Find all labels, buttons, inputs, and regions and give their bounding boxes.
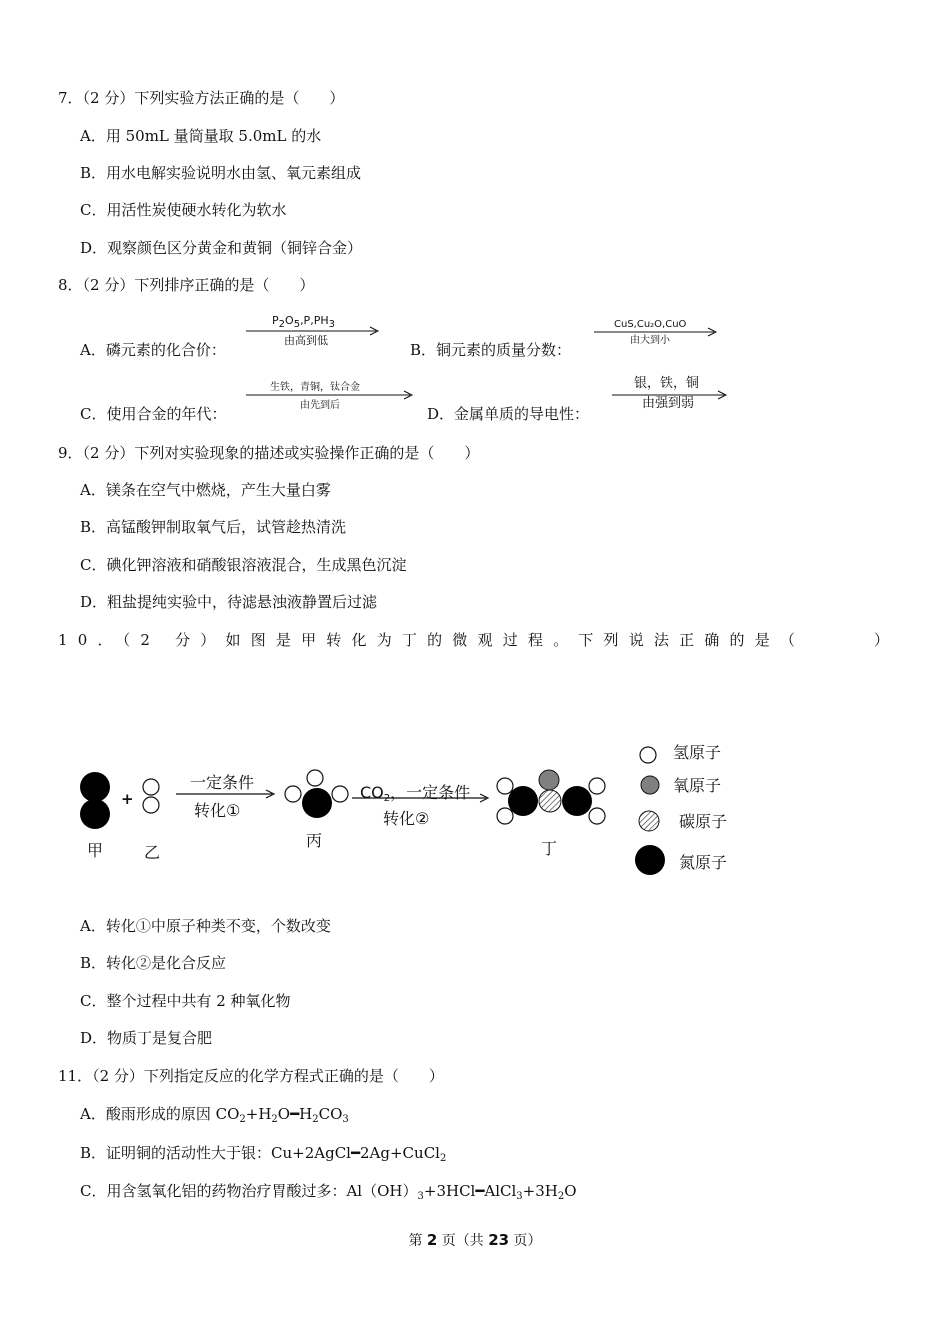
q8-c-arrow-bottom: 由先到后 <box>300 400 340 411</box>
page-number: 2 <box>426 1231 438 1249</box>
q10-option-a: A．转化①中原子种类不变，个数改变 <box>80 917 331 935</box>
molecule-bing-icon <box>285 770 348 818</box>
q10-stem-end: ） <box>874 631 890 649</box>
step1-condition: 一定条件 <box>190 773 255 792</box>
page-footer: 第 2 页（共 23 页） <box>408 1231 542 1249</box>
q10-reaction-diagram <box>70 730 770 890</box>
label-bing: 丙 <box>306 831 323 850</box>
q10-option-d: D．物质丁是复合肥 <box>80 1029 213 1047</box>
q8-option-a-label: A．磷元素的化合价： <box>80 341 226 359</box>
legend-oxygen-icon <box>641 776 659 794</box>
q7-stem: 7．（2 分）下列实验方法正确的是（ ） <box>58 89 345 107</box>
q7-option-d: D．观察颜色区分黄金和黄铜（铜锌合金） <box>80 239 363 257</box>
legend-nitrogen-icon <box>635 845 665 875</box>
q8-b-arrow-bottom: 由大到小 <box>630 335 670 346</box>
step2-condition: $CO_2$，一定条件 <box>360 783 471 804</box>
plus-sign: + <box>121 790 134 808</box>
label-ding: 丁 <box>541 839 558 858</box>
legend-oxygen-label: 氧原子 <box>673 776 722 795</box>
q9-option-b: B．高锰酸钾制取氧气后，试管趁热清洗 <box>80 518 347 536</box>
step2-label: 转化② <box>383 809 430 828</box>
q10-option-c: C．整个过程中共有 2 种氧化物 <box>80 992 291 1010</box>
legend-carbon-label: 碳原子 <box>679 812 728 831</box>
label-yi: 乙 <box>144 843 161 862</box>
legend-hydrogen-icon <box>640 747 656 763</box>
q7-option-b: B．用水电解实验说明水由氢、氧元素组成 <box>80 164 362 182</box>
q10-stem: 10．（2 分）如图是甲转化为丁的微观过程。下列说法正确的是（ <box>58 631 806 649</box>
q8-d-arrow-top: 银，铁，铜 <box>634 376 700 391</box>
q9-option-c: C．碘化钾溶液和硝酸银溶液混合，生成黑色沉淀 <box>80 556 407 574</box>
q8-stem: 8．（2 分）下列排序正确的是（ ） <box>58 276 315 294</box>
q10-option-b: B．转化②是化合反应 <box>80 954 227 972</box>
step1-label: 转化① <box>194 801 241 820</box>
q8-option-d-label: D．金属单质的导电性： <box>427 405 590 423</box>
q7-option-a: A．用 50mL 量筒量取 5.0mL 的水 <box>80 127 322 145</box>
q11-option-b: B．证明铜的活动性大于银：Cu+2AgCl━2Ag+CuCl$_2$ <box>80 1144 447 1164</box>
q7-option-c: C．用活性炭使硬水转化为软水 <box>80 201 287 219</box>
label-jia: 甲 <box>87 841 104 860</box>
legend-nitrogen-label: 氮原子 <box>679 853 728 872</box>
q9-option-a: A．镁条在空气中燃烧，产生大量白雾 <box>80 481 331 499</box>
molecule-yi-icon <box>143 779 159 813</box>
q8-c-arrow-top: 生铁，青铜，钛合金 <box>270 382 360 393</box>
q8-option-c-label: C．使用合金的年代： <box>80 405 227 423</box>
q8-a-arrow-bottom: 由高到低 <box>284 334 328 347</box>
q11-option-a: A．酸雨形成的原因 $CO_2+H_2O━H_2CO_3$ <box>80 1105 349 1125</box>
q9-stem: 9．（2 分）下列对实验现象的描述或实验操作正确的是（ ） <box>58 444 480 462</box>
legend-hydrogen-label: 氢原子 <box>673 743 722 762</box>
q8-d-arrow-bottom: 由强到弱 <box>642 396 695 411</box>
q8-option-b-label: B．铜元素的质量分数： <box>410 341 572 359</box>
q11-option-c: C．用含氢氧化铝的药物治疗胃酸过多：$Al(OH)_3+3HCl━AlCl_3+3H_2O$ <box>80 1182 577 1202</box>
q9-option-d: D．粗盐提纯实验中，待滤悬浊液静置后过滤 <box>80 593 378 611</box>
page-total: 23 <box>488 1231 510 1249</box>
q11-stem: 11．（2 分）下列指定反应的化学方程式正确的是（ ） <box>58 1067 444 1085</box>
molecule-ding-icon <box>497 770 605 824</box>
legend-carbon-icon <box>639 811 659 831</box>
molecule-jia-icon <box>80 772 110 829</box>
q8-b-arrow-top: CuS,Cu₂O,CuO <box>614 319 687 330</box>
q8-a-arrow-top: P2O5,P,PH3 <box>272 314 335 330</box>
